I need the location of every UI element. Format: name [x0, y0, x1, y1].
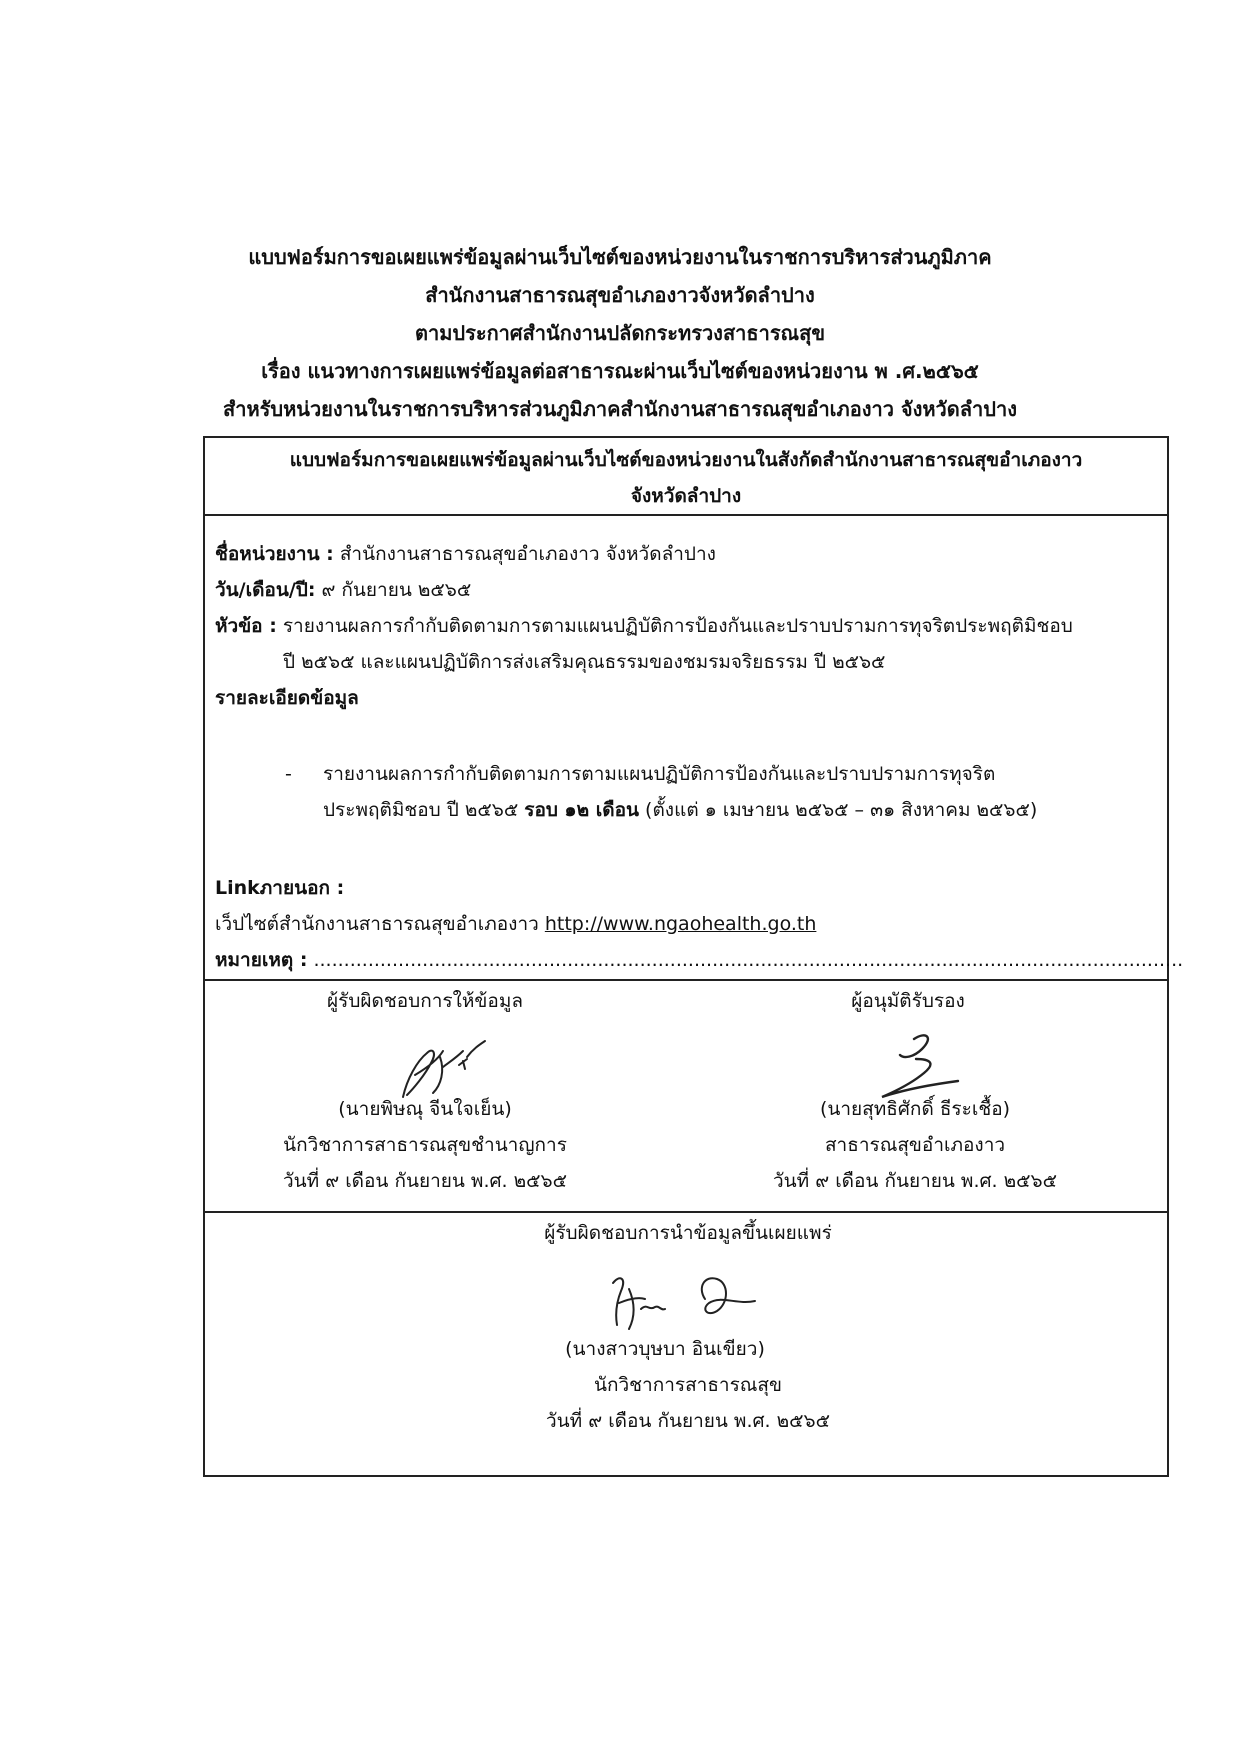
website-text: เว็ปไซต์สำนักงานสาธารณสุขอำเภองาว — [215, 913, 545, 935]
header-subject: เรื่อง แนวทางการเผยแพร่ข้อมูลต่อสาธารณะผ่านเว็บไซต์ของหน่วยงาน พ .ศ.๒๕๖๕ — [261, 359, 979, 383]
publisher-role: ผู้รับผิดชอบการนำข้อมูลขึ้นเผยแพร่ — [544, 1222, 832, 1244]
date-label: วัน/เดือน/ปี: — [215, 579, 316, 601]
publisher-name: (นางสาวบุษบา อินเขียว) — [565, 1338, 765, 1360]
topic-line1: รายงานผลการกำกับติดตามการตามแผนปฏิบัติการป้องกันและปราบปรามการทุจริตประพฤติมิชอบ — [276, 615, 1073, 637]
publisher-signature-image — [605, 1269, 775, 1339]
website-row — [215, 906, 816, 942]
right-signer-date: วันที่ ๙ เดือน กันยายน พ.ศ. ๒๕๖๕ — [773, 1170, 1057, 1192]
header-scope: สำหรับหน่วยงานในราชการบริหารส่วนภูมิภาคสำนักงานสาธารณสุขอำเภองาว จังหวัดลำปาง — [223, 397, 1017, 421]
note-row — [215, 942, 1183, 978]
topic-row — [215, 608, 1073, 644]
form-title-line2: จังหวัดลำปาง — [630, 485, 742, 507]
right-signer-role: ผู้อนุมัติรับรอง — [851, 990, 965, 1012]
left-signer-position: นักวิชาการสาธารณสุขชำนาญการ — [283, 1134, 567, 1156]
detail-line2-round: รอบ ๑๒ เดือน — [524, 799, 639, 821]
date-value: ๙ กันยายน ๒๕๖๕ — [315, 579, 472, 601]
website-link[interactable]: http://www.ngaohealth.go.th — [544, 913, 817, 935]
topic-line2: ปี ๒๕๖๕ และแผนปฏิบัติการส่งเสริมคุณธรรมของชมรมจริยธรรม ปี ๒๕๖๕ — [283, 651, 886, 673]
detail-line1: รายงานผลการกำกับติดตามการตามแผนปฏิบัติการป้องกันและปราบปรามการทุจริต — [323, 763, 996, 785]
left-signer-details — [205, 1091, 645, 1199]
header-office: สำนักงานสาธารณสุขอำเภองาวจังหวัดลำปาง — [425, 283, 815, 307]
note-label: หมายเหตุ : — [215, 949, 308, 971]
agency-value: สำนักงานสาธารณสุขอำเภองาว จังหวัดลำปาง — [333, 543, 716, 565]
form-title-line1: แบบฟอร์มการขอเผยแพร่ข้อมูลผ่านเว็บไซต์ของหน่วยงานในสังกัดสำนักงานสาธารณสุขอำเภองาว — [289, 449, 1083, 471]
publisher-details — [205, 1331, 1171, 1439]
document-header — [0, 238, 1240, 428]
publisher-date: วันที่ ๙ เดือน กันยายน พ.ศ. ๒๕๖๕ — [546, 1410, 830, 1432]
agency-row — [215, 536, 716, 572]
right-signer-details — [695, 1091, 1135, 1199]
left-signer-role: ผู้รับผิดชอบการให้ข้อมูล — [327, 990, 523, 1012]
header-title: แบบฟอร์มการขอเผยแพร่ข้อมูลผ่านเว็บไซต์ของหน่วยงานในราชการบริหารส่วนภูมิภาค — [248, 245, 992, 269]
header-announcement: ตามประกาศสำนักงานปลัดกระทรวงสาธารณสุข — [414, 321, 825, 345]
agency-label: ชื่อหน่วยงาน : — [215, 543, 334, 565]
external-link-label: Linkภายนอก : — [215, 877, 345, 899]
detail-label: รายละเอียดข้อมูล — [215, 687, 359, 709]
right-signer-position: สาธารณสุขอำเภองาว — [824, 1134, 1006, 1156]
signature-section — [205, 981, 1167, 1213]
publisher-section — [205, 1213, 1167, 1475]
right-signature-block — [688, 983, 1128, 1019]
detail-line2 — [323, 792, 1037, 828]
date-row — [215, 572, 471, 608]
left-signer-date: วันที่ ๙ เดือน กันยายน พ.ศ. ๒๕๖๕ — [283, 1170, 567, 1192]
left-signer-name: (นายพิษณุ จีนใจเย็น) — [338, 1098, 512, 1120]
form-title-section — [205, 438, 1167, 516]
topic-label: หัวข้อ : — [215, 615, 277, 637]
form-info-section — [205, 516, 1184, 981]
detail-bullet: - — [285, 763, 292, 785]
detail-line2-year: ประพฤติมิชอบ ปี ๒๕๖๕ — [323, 799, 525, 821]
publisher-position: นักวิชาการสาธารณสุข — [593, 1374, 783, 1396]
right-signer-name: (นายสุทธิศักดิ์ ธีระเชื้อ) — [819, 1098, 1011, 1120]
detail-line2-period: (ตั้งแต่ ๑ เมษายน ๒๕๖๕ – ๓๑ สิงหาคม ๒๕๖๕) — [639, 799, 1038, 821]
left-signature-block — [205, 983, 645, 1019]
publication-form — [203, 436, 1184, 1477]
note-dots: ................................................................................................................................................ — [307, 949, 1184, 971]
